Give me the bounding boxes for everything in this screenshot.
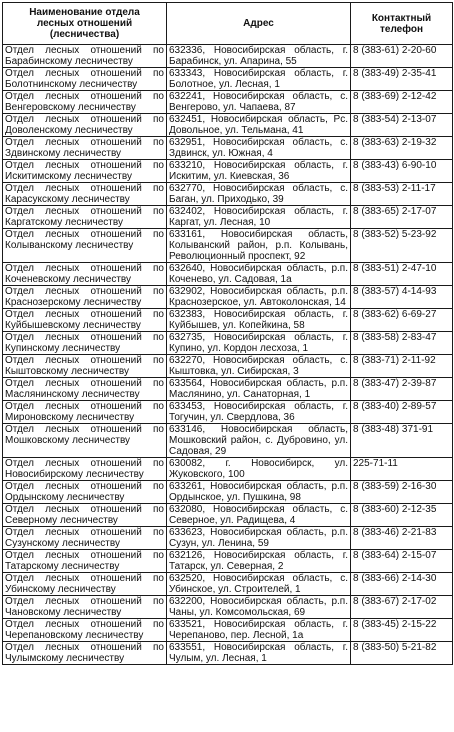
office-name-cell: Отдел лесных отношений по Черепановскому лесничеству bbox=[3, 619, 167, 642]
phone-cell: 8 (383-47) 2-39-87 bbox=[351, 378, 453, 401]
office-name-cell: Отдел лесных отношений по Куйбышевскому лесничеству bbox=[3, 309, 167, 332]
office-name-cell: Отдел лесных отношений по Северному лесничеству bbox=[3, 504, 167, 527]
table-row bbox=[3, 642, 453, 665]
address-cell: 633210, Новосибирская область, г. Искитим, ул. Киевская, 36 bbox=[167, 160, 351, 183]
phone-cell: 8 (383-52) 5-23-92 bbox=[351, 229, 453, 263]
office-name-cell: Отдел лесных отношений по Колыванскому лесничеству bbox=[3, 229, 167, 263]
phone-cell: 8 (383-54) 2-13-07 bbox=[351, 114, 453, 137]
address-cell: 632200, Новосибирская область, р.п. Чаны, ул. Комсомольская, 69 bbox=[167, 596, 351, 619]
phone-cell: 8 (383-40) 2-89-57 bbox=[351, 401, 453, 424]
office-name-cell: Отдел лесных отношений по Барабинскому лесничеству bbox=[3, 45, 167, 68]
table-row bbox=[3, 378, 453, 401]
address-cell: 632383, Новосибирская область, г. Куйбышев, ул. Копейкина, 58 bbox=[167, 309, 351, 332]
office-name-cell: Отдел лесных отношений по Мошковскому лесничеству bbox=[3, 424, 167, 458]
address-cell: 632770, Новосибирская область, с. Баган, ул. Приходько, 39 bbox=[167, 183, 351, 206]
phone-cell: 8 (383-61) 2-20-60 bbox=[351, 45, 453, 68]
office-name-cell: Отдел лесных отношений по Чулымскому лесничеству bbox=[3, 642, 167, 665]
address-cell: 633161, Новосибирская область, Колыванский район, р.п. Колывань, Революционный проспект, 92 bbox=[167, 229, 351, 263]
office-name-cell: Отдел лесных отношений по Венгеровскому лесничеству bbox=[3, 91, 167, 114]
table-row bbox=[3, 481, 453, 504]
office-name-cell: Отдел лесных отношений по Убинскому лесничеству bbox=[3, 573, 167, 596]
office-name-cell: Отдел лесных отношений по Каргатскому лесничеству bbox=[3, 206, 167, 229]
table-row bbox=[3, 206, 453, 229]
phone-cell: 8 (383-45) 2-15-22 bbox=[351, 619, 453, 642]
table-row bbox=[3, 401, 453, 424]
office-name-cell: Отдел лесных отношений по Болотнинскому лесничеству bbox=[3, 68, 167, 91]
header-phone: Контактный телефон bbox=[351, 3, 453, 45]
phone-cell: 8 (383-66) 2-14-30 bbox=[351, 573, 453, 596]
table-row bbox=[3, 550, 453, 573]
table-row bbox=[3, 424, 453, 458]
phone-cell: 8 (383-50) 5-21-82 bbox=[351, 642, 453, 665]
header-office-name: Наименование отдела лесных отношений (лесничества) bbox=[3, 3, 167, 45]
table-row bbox=[3, 114, 453, 137]
address-cell: 632402, Новосибирская область, г. Каргат, ул. Лесная, 10 bbox=[167, 206, 351, 229]
address-cell: 632520, Новосибирская область, с. Убинское, ул. Строителей, 1 bbox=[167, 573, 351, 596]
office-name-cell: Отдел лесных отношений по Маслянинскому лесничеству bbox=[3, 378, 167, 401]
office-name-cell: Отдел лесных отношений по Краснозерскому лесничеству bbox=[3, 286, 167, 309]
table-body bbox=[3, 45, 453, 665]
office-name-cell: Отдел лесных отношений по Кыштовскому лесничеству bbox=[3, 355, 167, 378]
address-cell: 632241, Новосибирская область, с. Венгерово, ул. Чапаева, 87 bbox=[167, 91, 351, 114]
address-cell: 633564, Новосибирская область, р.п. Маслянино, ул. Санаторная, 1 bbox=[167, 378, 351, 401]
phone-cell: 8 (383-49) 2-35-41 bbox=[351, 68, 453, 91]
phone-cell: 8 (383-71) 2-11-92 bbox=[351, 355, 453, 378]
address-cell: 633453, Новосибирская область, г. Тогучин, ул. Свердлова, 36 bbox=[167, 401, 351, 424]
address-cell: 630082, г. Новосибирск, ул. Жуковского, 100 bbox=[167, 458, 351, 481]
office-name-cell: Отдел лесных отношений по Сузунскому лесничеству bbox=[3, 527, 167, 550]
table-header-row bbox=[3, 3, 453, 45]
address-cell: 632640, Новосибирская область, р.п. Коченево, ул. Садовая, 1а bbox=[167, 263, 351, 286]
office-name-cell: Отдел лесных отношений по Ордынскому лесничеству bbox=[3, 481, 167, 504]
office-name-cell: Отдел лесных отношений по Татарскому лесничеству bbox=[3, 550, 167, 573]
table-row bbox=[3, 45, 453, 68]
phone-cell: 8 (383-48) 371-91 bbox=[351, 424, 453, 458]
address-cell: 633146, Новосибирская область, Мошковский район, с. Дубровино, ул. Садовая, 29 bbox=[167, 424, 351, 458]
phone-cell: 8 (383-53) 2-11-17 bbox=[351, 183, 453, 206]
office-name-cell: Отдел лесных отношений по Карасукскому лесничеству bbox=[3, 183, 167, 206]
address-cell: 632902, Новосибирская область, р.п. Краснозерское, ул. Автоколонская, 14 bbox=[167, 286, 351, 309]
address-cell: 632336, Новосибирская область, г. Барабинск, ул. Апарина, 55 bbox=[167, 45, 351, 68]
table-row bbox=[3, 527, 453, 550]
table-row bbox=[3, 619, 453, 642]
address-cell: 633551, Новосибирская область, г. Чулым, ул. Лесная, 1 bbox=[167, 642, 351, 665]
phone-cell: 8 (383-69) 2-12-42 bbox=[351, 91, 453, 114]
address-cell: 632951, Новосибирская область, с. Здвинск, ул. Южная, 4 bbox=[167, 137, 351, 160]
table-row bbox=[3, 309, 453, 332]
phone-cell: 8 (383-58) 2-83-47 bbox=[351, 332, 453, 355]
forestry-offices-table bbox=[2, 2, 453, 665]
address-cell: 632735, Новосибирская область, г. Купино, ул. Кордон лесхоза, 1 bbox=[167, 332, 351, 355]
table-row bbox=[3, 458, 453, 481]
office-name-cell: Отдел лесных отношений по Мироновскому лесничеству bbox=[3, 401, 167, 424]
phone-cell: 8 (383-64) 2-15-07 bbox=[351, 550, 453, 573]
table-row bbox=[3, 332, 453, 355]
table-row bbox=[3, 263, 453, 286]
address-cell: 632080, Новосибирская область, с. Северное, ул. Радищева, 4 bbox=[167, 504, 351, 527]
header-address: Адрес bbox=[167, 3, 351, 45]
phone-cell: 8 (383-59) 2-16-30 bbox=[351, 481, 453, 504]
address-cell: 632451, Новосибирская область, Рс. Довольное, ул. Тельмана, 41 bbox=[167, 114, 351, 137]
table-row bbox=[3, 91, 453, 114]
address-cell: 633261, Новосибирская область, р.п. Ордынское, ул. Пушкина, 98 bbox=[167, 481, 351, 504]
office-name-cell: Отдел лесных отношений по Новосибирскому лесничеству bbox=[3, 458, 167, 481]
phone-cell: 8 (383-57) 4-14-93 bbox=[351, 286, 453, 309]
address-cell: 633521, Новосибирская область, г. Черепаново, пер. Лесной, 1а bbox=[167, 619, 351, 642]
phone-cell: 8 (383-65) 2-17-07 bbox=[351, 206, 453, 229]
address-cell: 633623, Новосибирская область, р.п. Сузун, ул. Ленина, 59 bbox=[167, 527, 351, 550]
table-row bbox=[3, 229, 453, 263]
phone-cell: 8 (383-62) 6-69-27 bbox=[351, 309, 453, 332]
table-row bbox=[3, 573, 453, 596]
table-row bbox=[3, 137, 453, 160]
address-cell: 632126, Новосибирская область, г. Татарск, ул. Северная, 2 bbox=[167, 550, 351, 573]
office-name-cell: Отдел лесных отношений по Чановскому лесничеству bbox=[3, 596, 167, 619]
table-row bbox=[3, 68, 453, 91]
office-name-cell: Отдел лесных отношений по Купинскому лесничеству bbox=[3, 332, 167, 355]
office-name-cell: Отдел лесных отношений по Коченевскому лесничеству bbox=[3, 263, 167, 286]
table-row bbox=[3, 504, 453, 527]
phone-cell: 8 (383-51) 2-47-10 bbox=[351, 263, 453, 286]
phone-cell: 8 (383-46) 2-21-83 bbox=[351, 527, 453, 550]
phone-cell: 8 (383-60) 2-12-35 bbox=[351, 504, 453, 527]
phone-cell: 225-71-11 bbox=[351, 458, 453, 481]
forestry-offices-document bbox=[2, 2, 452, 730]
table-row bbox=[3, 286, 453, 309]
office-name-cell: Отдел лесных отношений по Искитимскому лесничеству bbox=[3, 160, 167, 183]
office-name-cell: Отдел лесных отношений по Здвинскому лесничеству bbox=[3, 137, 167, 160]
address-cell: 632270, Новосибирская область, с. Кыштовка, ул. Сибирская, 3 bbox=[167, 355, 351, 378]
phone-cell: 8 (383-43) 6-90-10 bbox=[351, 160, 453, 183]
table-row bbox=[3, 160, 453, 183]
table-row bbox=[3, 596, 453, 619]
table-row bbox=[3, 355, 453, 378]
phone-cell: 8 (383-67) 2-17-02 bbox=[351, 596, 453, 619]
table-row bbox=[3, 183, 453, 206]
office-name-cell: Отдел лесных отношений по Доволенскому лесничеству bbox=[3, 114, 167, 137]
phone-cell: 8 (383-63) 2-19-32 bbox=[351, 137, 453, 160]
address-cell: 633343, Новосибирская область, г. Болотное, ул. Лесная, 1 bbox=[167, 68, 351, 91]
